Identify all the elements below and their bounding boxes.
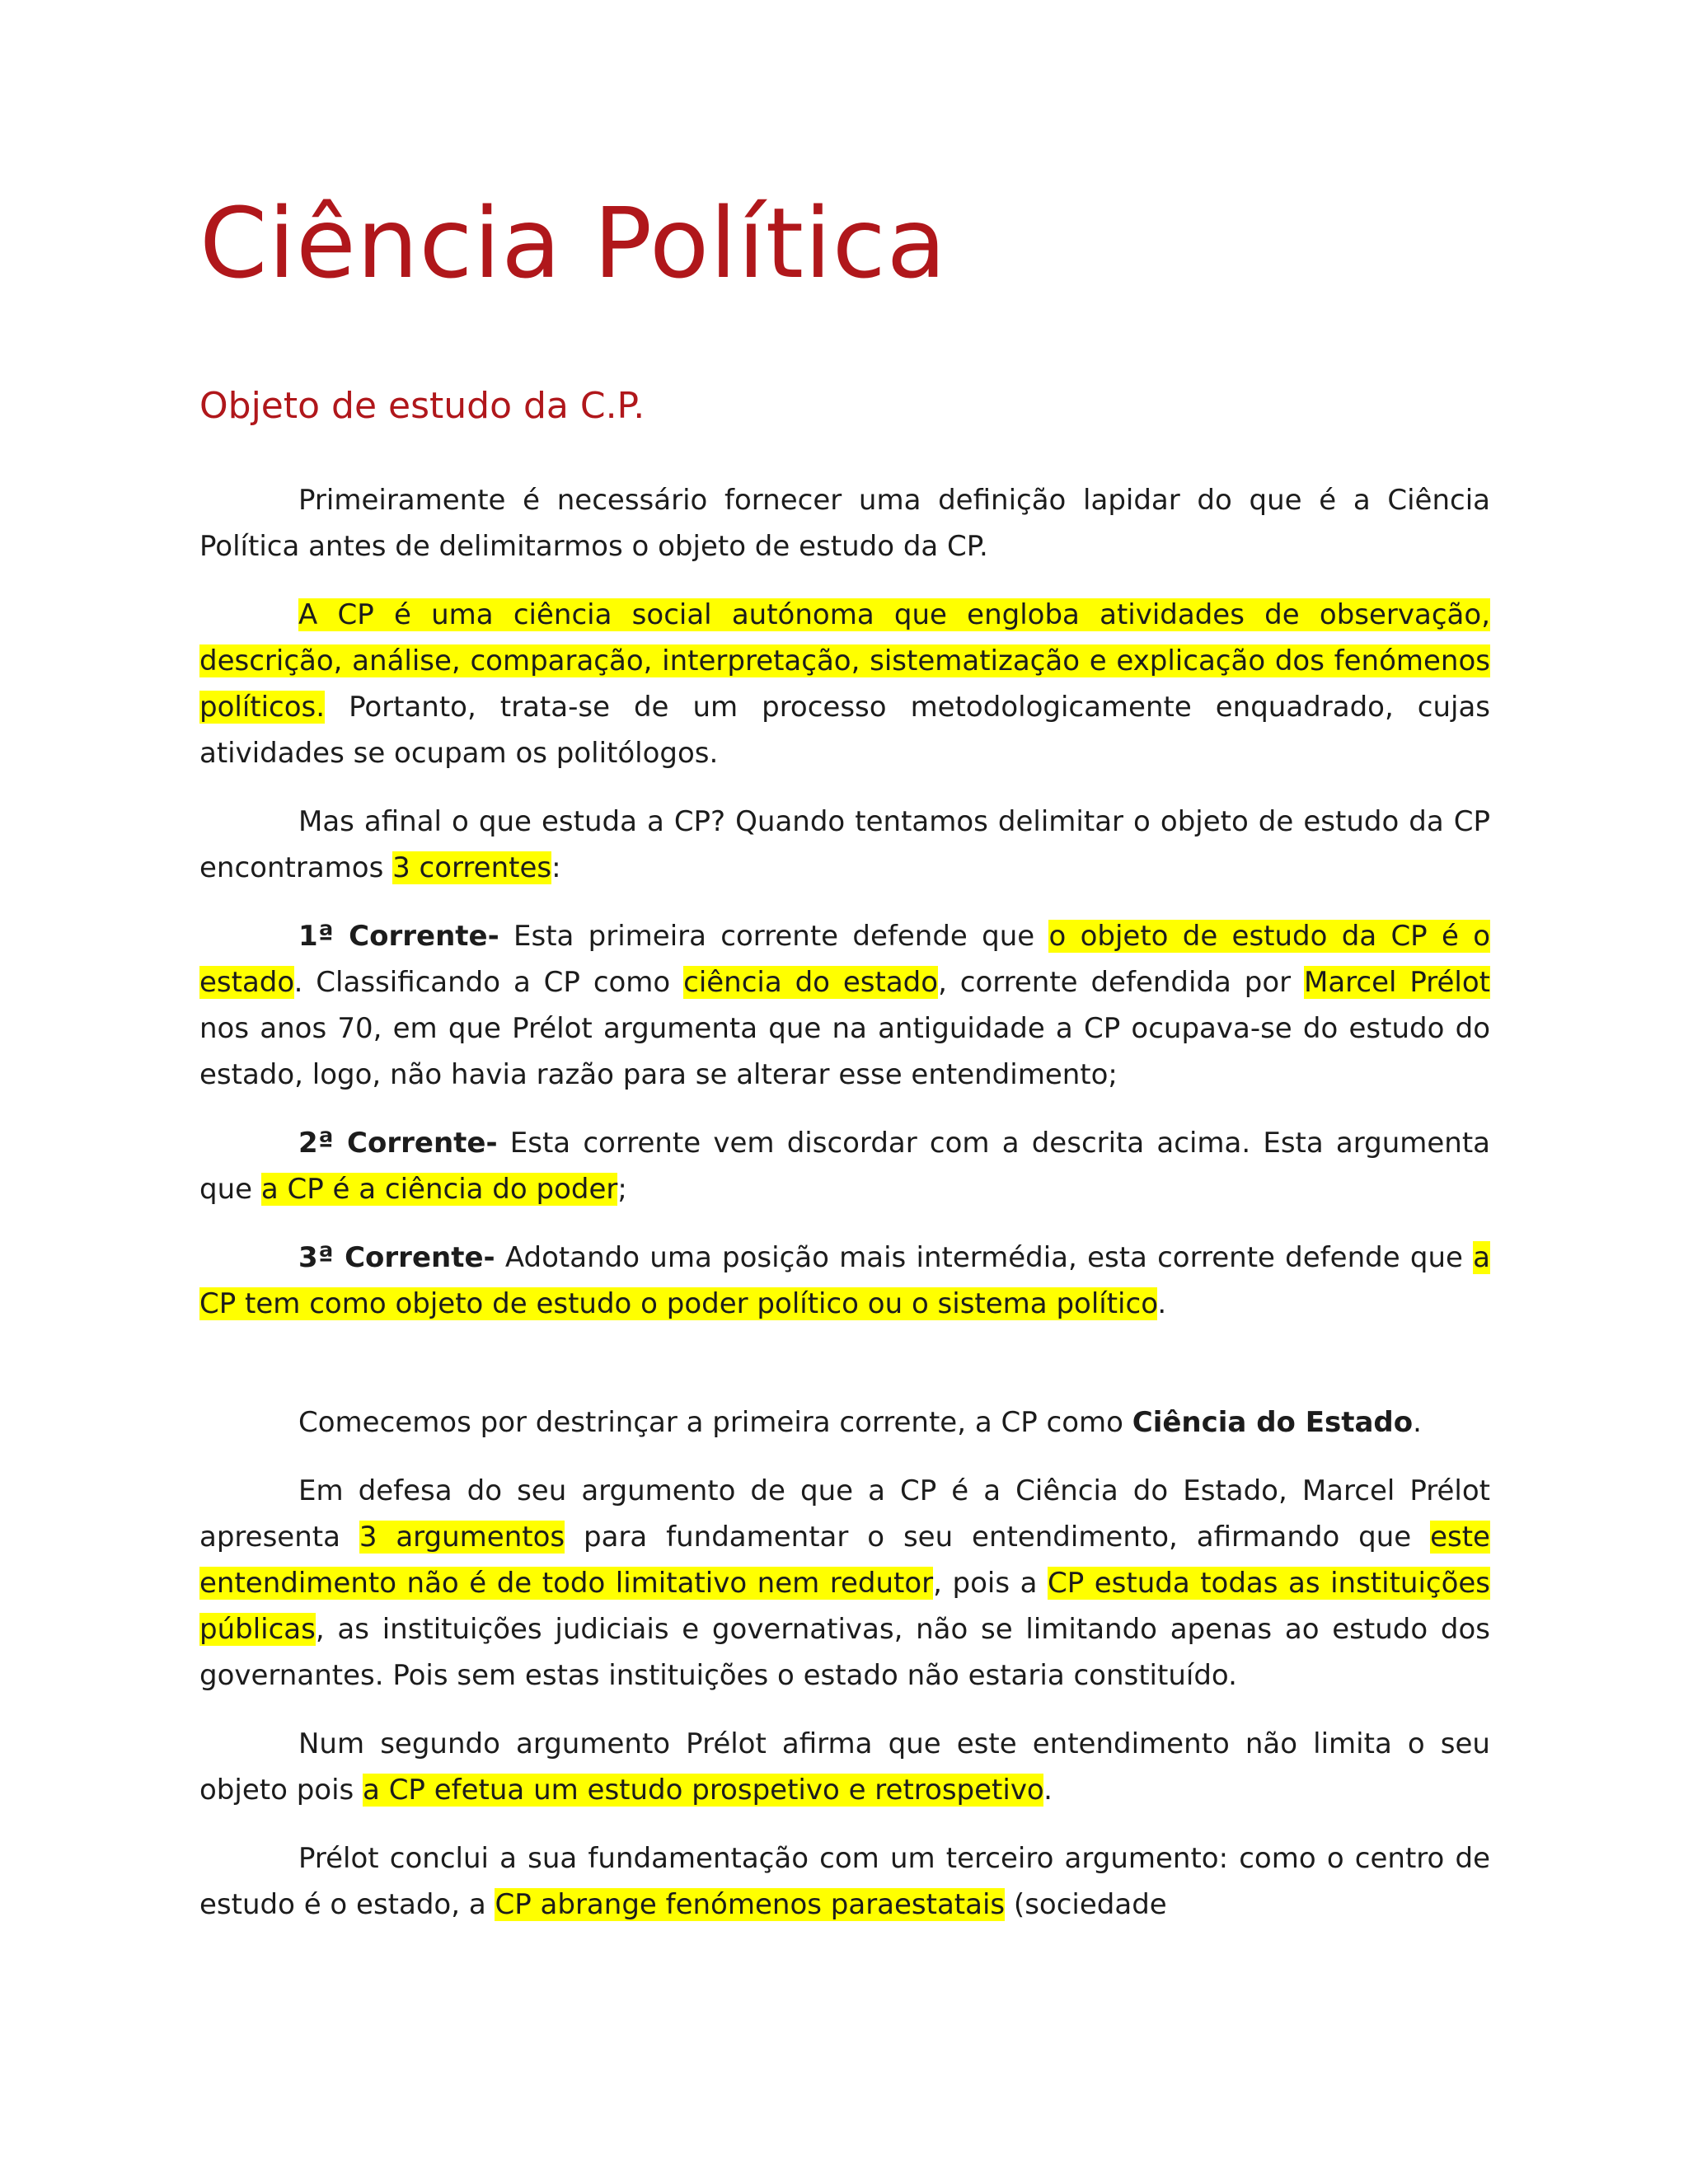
paragraph-third-argument <box>199 1835 1490 1928</box>
paragraph-text: Em defesa do seu argumento de que a CP é a Ciência do Estado, Marcel Prélot apresenta <box>199 1474 1490 1554</box>
bold-label: 2ª Corrente- <box>298 1127 498 1160</box>
document-title: Ciência Política <box>199 186 947 300</box>
bold-label: 3ª Corrente- <box>298 1241 495 1275</box>
document-body <box>199 477 1490 1928</box>
paragraph-text: , corrente defendida por <box>938 966 1305 1000</box>
document-content <box>199 185 1490 1950</box>
highlighted-text: 3 argumentos <box>359 1521 565 1554</box>
highlighted-text: 3 correntes <box>392 851 552 885</box>
paragraph-text: . <box>1413 1406 1422 1440</box>
paragraph-first-current <box>199 913 1490 1098</box>
paragraph-second-argument <box>199 1721 1490 1813</box>
paragraph-text: para fundamentar o seu entendimento, afirmando que <box>565 1521 1431 1554</box>
paragraph-text: . <box>1157 1287 1167 1321</box>
paragraph-third-current <box>199 1235 1490 1327</box>
paragraph-text: Prélot conclui a sua fundamentação com um terceiro argumento: como o centro de estudo é o estado, a <box>199 1842 1490 1922</box>
paragraph-text: : <box>551 851 561 885</box>
paragraph-text: Primeiramente é necessário fornecer uma definição lapidar do que é a Ciência Política antes de delimitarmos o objeto de estudo da CP. <box>199 484 1490 564</box>
paragraph-text: . Classificando a CP como <box>293 966 684 1000</box>
paragraph-text: , as instituições judiciais e governativas, não se limitando apenas ao estudo dos governantes. Pois sem estas instituições o estado não estaria constituído. <box>199 1613 1490 1693</box>
paragraph-text: . <box>1043 1774 1053 1807</box>
paragraph-text: Adotando uma posição mais intermédia, esta corrente defende que <box>495 1241 1474 1275</box>
bold-label: 1ª Corrente- <box>298 920 499 954</box>
highlighted-text: CP estuda todas as instituições públicas <box>199 1567 1491 1647</box>
paragraph-definition <box>199 592 1490 776</box>
highlighted-text: a CP tem como objeto de estudo o poder político ou o sistema político <box>199 1241 1490 1321</box>
section-heading: Objeto de estudo da C.P. <box>199 384 645 427</box>
paragraph-text: Comecemos por destrinçar a primeira corrente, a CP como <box>298 1406 1132 1440</box>
paragraph-text: Portanto, trata-se de um processo metodologicamente enquadrado, cujas atividades se ocupam os politólogos. <box>199 691 1490 771</box>
highlighted-text: a CP efetua um estudo prospetivo e retrospetivo <box>363 1774 1044 1807</box>
paragraph-intro <box>199 477 1490 569</box>
paragraph-first-argument <box>199 1468 1490 1699</box>
highlighted-text: CP abrange fenómenos paraestatais <box>495 1888 1006 1922</box>
highlighted-text: o objeto de estudo da CP é o estado <box>199 920 1491 1000</box>
highlighted-text: Marcel Prélot <box>1304 966 1490 1000</box>
highlighted-text: A CP é uma ciência social autónoma que engloba atividades de observação, descrição, análise, comparação, interpretação, sistematização e explicação dos fenómenos políticos. <box>199 598 1490 724</box>
paragraph-state-science <box>199 1399 1490 1446</box>
paragraph-text: Num segundo argumento Prélot afirma que este entendimento não limita o seu objeto pois <box>199 1727 1490 1807</box>
paragraph-text: , pois a <box>933 1567 1048 1601</box>
paragraph-second-current <box>199 1120 1490 1212</box>
paragraph-text: ; <box>617 1173 627 1207</box>
paragraph-text: Mas afinal o que estuda a CP? Quando tentamos delimitar o objeto de estudo da CP encontramos <box>199 805 1490 885</box>
paragraph-text: nos anos 70, em que Prélot argumenta que na antiguidade a CP ocupava-se do estudo do estado, logo, não havia razão para se alterar esse entendimento; <box>199 1012 1490 1092</box>
paragraph-text: (sociedade <box>1005 1888 1167 1922</box>
highlighted-text: ciência do estado <box>683 966 939 1000</box>
paragraph-question <box>199 799 1490 891</box>
paragraph-text: Esta primeira corrente defende que <box>499 920 1049 954</box>
highlighted-text: este entendimento não é de todo limitativo nem redutor <box>199 1521 1490 1601</box>
paragraph-text: Esta corrente vem discordar com a descrita acima. Esta argumenta que <box>199 1127 1490 1207</box>
highlighted-text: a CP é a ciência do poder <box>260 1173 618 1207</box>
bold-text: Ciência do Estado <box>1132 1406 1414 1440</box>
